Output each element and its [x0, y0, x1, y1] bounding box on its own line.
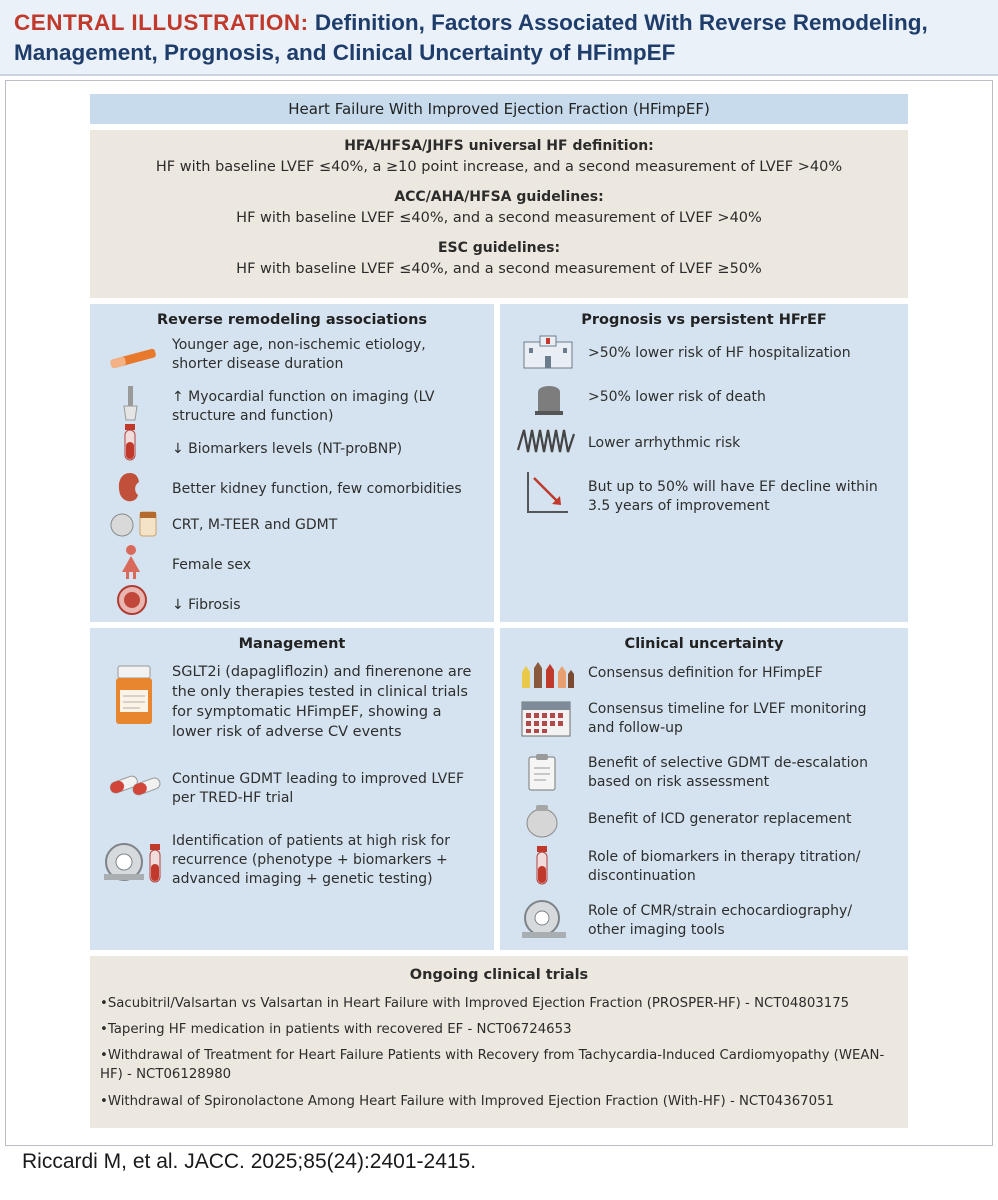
list-item: >50% lower risk of HF hospitalization: [588, 345, 851, 361]
scanner-tube-icon: [102, 838, 168, 888]
hands-icon: [516, 658, 578, 690]
panel-title: Clinical uncertainty: [624, 636, 784, 652]
tombstone-icon: [534, 380, 564, 416]
list-item: Female sex: [172, 557, 252, 573]
list-item: CRT, M-TEER and GDMT: [172, 517, 338, 533]
hfimpef-title-bar: Heart Failure With Improved Ejection Fraction (HFimpEF): [90, 94, 908, 124]
list-item: Consensus timeline for LVEF monitoring and follow-up: [588, 701, 867, 736]
definitions-box: [90, 130, 908, 298]
list-item: ↓ Fibrosis: [172, 597, 241, 613]
definition-heading: ESC guidelines:: [437, 240, 561, 256]
trials-title: Ongoing clinical trials: [409, 967, 589, 983]
trial-item: •Withdrawal of Spironolactone Among Heart Failure with Improved Ejection Fraction (With-HF) - NCT04367051: [100, 1094, 835, 1109]
list-item: SGLT2i (dapagliflozin) and finerenone are the only therapies tested in clinical trials for symptomatic HFimpEF, showing a lower risk of adverse CV events: [172, 664, 472, 740]
clinical-uncertainty-panel: [500, 628, 908, 950]
trial-item: •Tapering HF medication in patients with recovered EF - NCT06724653: [100, 1022, 572, 1037]
icd-device-icon: [524, 802, 560, 840]
reverse-remodeling-panel: [90, 304, 494, 622]
echo-probe-icon: [120, 384, 142, 424]
list-item: Younger age, non-ischemic etiology, shorter disease duration: [172, 337, 426, 372]
blood-tube-icon: [120, 422, 140, 464]
panel-title: Management: [238, 636, 346, 652]
list-item: Lower arrhythmic risk: [588, 435, 741, 451]
calendar-icon: [520, 698, 572, 738]
list-item: ↓ Biomarkers levels (NT-proBNP): [172, 441, 403, 457]
citation: Riccardi M, et al. JACC. 2025;85(24):2401-2415.: [22, 1150, 477, 1173]
list-item: >50% lower risk of death: [588, 389, 766, 405]
definition-text: HF with baseline LVEF ≤40%, and a second measurement of LVEF ≥50%: [236, 261, 762, 277]
illustration-title: [14, 8, 984, 68]
prognosis-panel: [500, 304, 908, 622]
ongoing-trials-box: [90, 956, 908, 1128]
list-item: But up to 50% will have EF decline within 3.5 years of improvement: [588, 479, 878, 514]
definition-text: HF with baseline LVEF ≤40%, a ≥10 point increase, and a second measurement of LVEF >40%: [155, 159, 843, 175]
panel-title: Reverse remodeling associations: [156, 312, 428, 328]
device-pills-icon: [108, 506, 162, 540]
fibrosis-icon: [116, 584, 148, 616]
list-item: Benefit of selective GDMT de-escalation based on risk assessment: [588, 755, 868, 790]
kidney-icon: [114, 470, 146, 506]
list-item: Continue GDMT leading to improved LVEF per TRED-HF trial: [172, 771, 465, 806]
panel-title: Prognosis vs persistent HFrEF: [581, 312, 827, 328]
list-item: Identification of patients at high risk for recurrence (phenotype + biomarkers + advanced imaging + genetic testing): [172, 833, 450, 887]
list-item: Role of biomarkers in therapy titration/ discontinuation: [588, 849, 861, 884]
pill-bottle-icon: [112, 664, 156, 728]
definition-text: HF with baseline LVEF ≤40%, and a second measurement of LVEF >40%: [236, 210, 762, 226]
hospital-icon: [520, 334, 576, 370]
illustration-title-lead: CENTRAL ILLUSTRATION:: [14, 10, 309, 35]
capsules-icon: [108, 770, 162, 800]
decline-chart-icon: [524, 470, 570, 516]
arrhythmia-icon: [516, 424, 578, 458]
definition-heading: ACC/AHA/HFSA guidelines:: [394, 189, 604, 205]
trial-item: •Withdrawal of Treatment for Heart Failure Patients with Recovery from Tachycardia-Induced Cardiomyopathy (WEAN-HF) - NCT06128980: [100, 1048, 885, 1082]
female-icon: [118, 544, 144, 580]
illustration-header: [0, 0, 998, 76]
trial-item: •Sacubitril/Valsartan vs Valsartan in Heart Failure with Improved Ejection Fraction (PROSPER-HF) - NCT04803175: [100, 996, 850, 1011]
list-item: Better kidney function, few comorbidities: [172, 481, 462, 497]
list-item: ↑ Myocardial function on imaging (LV structure and function): [172, 389, 435, 424]
management-panel: [90, 628, 494, 950]
illustration-title-rest: Definition, Factors Associated With Reverse Remodeling, Management, Prognosis, and Clinical Uncertainty of HFimpEF: [14, 10, 928, 65]
clipboard-icon: [526, 752, 558, 792]
list-item: Consensus definition for HFimpEF: [588, 665, 823, 681]
calendar-bar-icon: [108, 342, 158, 372]
definition-heading: HFA/HFSA/JHFS universal HF definition:: [344, 138, 654, 154]
blood-tube-icon: [532, 844, 552, 888]
mri-scanner-icon: [518, 898, 570, 942]
list-item: Benefit of ICD generator replacement: [588, 811, 852, 827]
list-item: Role of CMR/strain echocardiography/ other imaging tools: [588, 903, 853, 938]
